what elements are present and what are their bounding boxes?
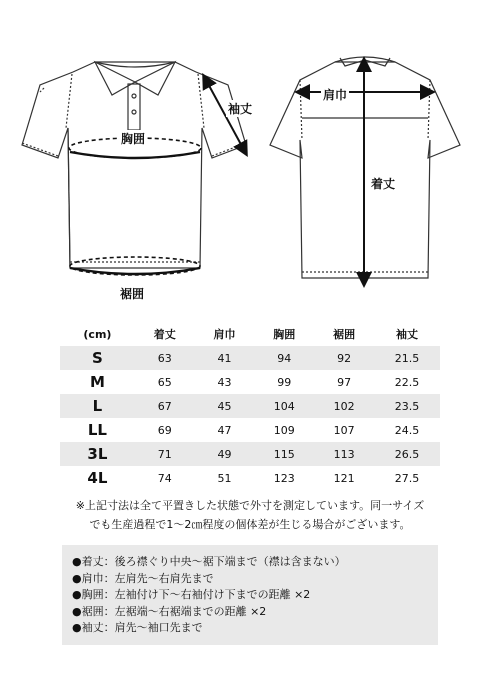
shirt-illustration — [0, 0, 500, 310]
legend-item: ●裾囲：左裾端〜右裾端までの距離 ×2 — [72, 604, 267, 618]
table-cell: 71 — [135, 442, 195, 466]
legend-item: ●袖丈：肩先〜袖口先まで — [72, 621, 203, 634]
size-cell: 3L — [60, 442, 135, 466]
size-cell: M — [89, 373, 105, 391]
table-cell: 104 — [254, 394, 314, 418]
table-cell: 65 — [157, 375, 172, 389]
measurement-note-line1: ※上記寸法は全て平置きした状態で外寸を測定しています。同一サイズ — [75, 499, 425, 512]
size-cell: 4L — [87, 469, 108, 487]
table-row — [60, 466, 440, 490]
legend-item: ●肩巾：左肩先〜右肩先まで — [72, 571, 214, 585]
table-cell: 102 — [314, 394, 374, 418]
table-cell: 21.5 — [374, 346, 440, 370]
shoulder-label: 肩巾 — [323, 88, 348, 102]
hem-measure-dashed — [70, 257, 200, 275]
size-cell: S — [60, 346, 135, 370]
table-row — [60, 346, 440, 370]
table-cell: 69 — [157, 423, 172, 437]
table-cell: 24.5 — [394, 423, 420, 437]
table-cell: 107 — [333, 423, 355, 437]
table-row — [60, 370, 440, 394]
table-cell: 97 — [337, 375, 352, 389]
table-cell: 45 — [195, 394, 255, 418]
table-cell: 23.5 — [374, 394, 440, 418]
table-cell: 26.5 — [374, 442, 440, 466]
garment-diagram — [0, 0, 500, 310]
table-cell: 74 — [157, 471, 172, 485]
size-cell: LL — [87, 421, 107, 439]
table-cell: 123 — [273, 471, 295, 485]
table-cell: 49 — [195, 442, 255, 466]
size-table — [60, 322, 440, 490]
measurement-legend — [62, 545, 438, 645]
legend-item: ●着丈：後ろ襟ぐり中央〜裾下端まで（襟は含まない） — [72, 555, 346, 568]
table-cell: 92 — [314, 346, 374, 370]
table-cell: 121 — [333, 471, 355, 485]
table-cell: 22.5 — [394, 375, 420, 389]
table-row — [60, 394, 440, 418]
table-cell: 67 — [135, 394, 195, 418]
measurement-note-line2: でも生産過程で1〜2㎝程度の個体差が生じる場合がございます。 — [89, 518, 411, 531]
table-cell: 27.5 — [394, 471, 420, 485]
sleeve-label: 袖丈 — [228, 102, 253, 116]
length-label: 着丈 — [371, 177, 396, 191]
table-cell: 115 — [254, 442, 314, 466]
table-cell: 99 — [277, 375, 292, 389]
table-cell: 43 — [217, 375, 232, 389]
table-cell: 63 — [135, 346, 195, 370]
table-header: 着丈 — [153, 328, 176, 341]
table-row — [60, 418, 440, 442]
table-header: 肩巾 — [213, 328, 236, 341]
table-cell: 109 — [273, 423, 295, 437]
size-cell: L — [60, 394, 135, 418]
table-cell: 113 — [314, 442, 374, 466]
chest-label: 胸囲 — [121, 132, 146, 146]
table-header-row — [60, 322, 440, 346]
table-cell: 47 — [217, 423, 232, 437]
table-header: 胸囲 — [273, 328, 296, 341]
hem-label: 裾囲 — [120, 287, 145, 301]
table-row — [60, 442, 440, 466]
table-header: 裾囲 — [333, 328, 356, 341]
table-cell: 51 — [217, 471, 232, 485]
table-cell: 94 — [254, 346, 314, 370]
table-header: 袖丈 — [395, 328, 418, 341]
table-cell: 41 — [195, 346, 255, 370]
chest-measure-solid — [70, 152, 200, 158]
legend-item: ●胸囲：左袖付け下〜右袖付け下までの距離 ×2 — [72, 588, 311, 601]
table-header: (cm) — [83, 327, 112, 341]
